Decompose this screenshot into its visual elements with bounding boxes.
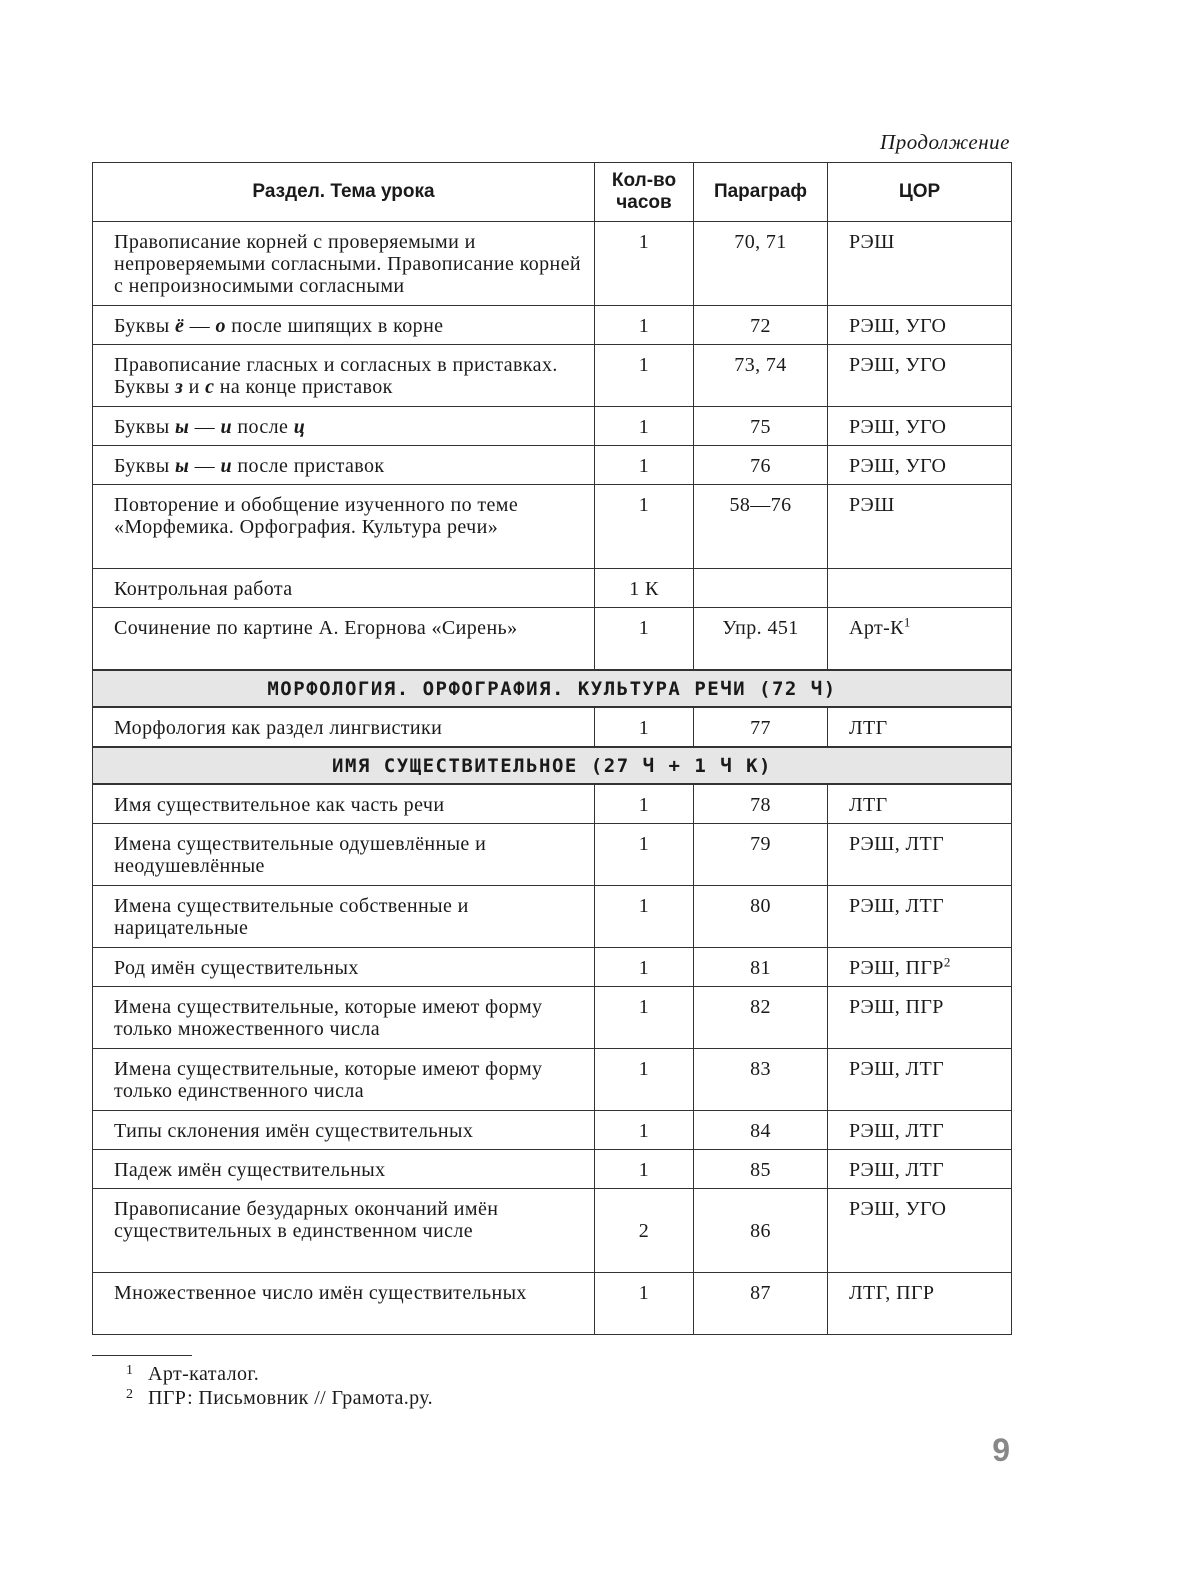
topic-cell: Морфология как раздел лингвистики (93, 707, 595, 747)
hours-cell: 1 (595, 986, 694, 1048)
table-row (93, 784, 1012, 824)
section-heading: МОРФОЛОГИЯ. ОРФОГРАФИЯ. КУЛЬТУРА РЕЧИ (72 Ч) (93, 670, 1012, 707)
cor-cell: Арт-$К^1$ (828, 608, 1012, 670)
footnote-divider (92, 1355, 192, 1356)
lesson-plan-table (92, 162, 1012, 1335)
topic-cell: Правописание безударных окончаний имён существительных в единственном числе (93, 1188, 595, 1272)
cor-cell: ЛТГ, ПГР (828, 1272, 1012, 1334)
hours-cell: 1 (595, 707, 694, 747)
footnote-text: ПГР: Письмовник // Грамота.ру. (148, 1387, 434, 1409)
continuation-label: Продолжение (880, 130, 1010, 154)
table-row (93, 1272, 1012, 1334)
table-row (93, 1110, 1012, 1149)
cor-cell: ЛТГ (828, 784, 1012, 824)
table-row (93, 1188, 1012, 1272)
footnotes (126, 1362, 433, 1410)
paragraph-cell: 72 (694, 306, 828, 345)
footnote-text: Арт-каталог. (148, 1363, 260, 1385)
table-row (93, 569, 1012, 608)
paragraph-cell: 76 (694, 446, 828, 485)
paragraph-cell: 73, 74 (694, 345, 828, 407)
table-row (93, 345, 1012, 407)
section-row (93, 747, 1012, 784)
cor-cell: РЭШ, ЛТГ (828, 1110, 1012, 1149)
topic-cell: Имена существительные одушевлённые и неодушевлённые (93, 823, 595, 885)
hours-cell: 1 (595, 446, 694, 485)
topic-cell: Повторение и обобщение изученного по теме «Морфемика. Орфография. Культура речи» (93, 485, 595, 569)
topic-cell: Имена существительные, которые имеют форму только множественного числа (93, 986, 595, 1048)
cor-cell: РЭШ, ПГР$^2$ (828, 947, 1012, 986)
page-number: 9 (992, 1432, 1010, 1468)
table-row (93, 306, 1012, 345)
hours-cell: 1 (595, 407, 694, 446)
paragraph-cell: 80 (694, 885, 828, 947)
cor-cell: РЭШ (828, 222, 1012, 306)
hours-cell: 1 (595, 823, 694, 885)
header-topic: Раздел. Тема урока (93, 163, 595, 222)
footnote-mark: 2 (126, 1387, 134, 1402)
table-row (93, 1149, 1012, 1188)
cor-cell: РЭШ (828, 485, 1012, 569)
topic-cell: Правописание корней с проверяемыми и непроверяемыми согласными. Правописание корней с непроизносимыми согласными (93, 222, 595, 306)
paragraph-cell: 85 (694, 1149, 828, 1188)
hours-cell: 1 (595, 1149, 694, 1188)
topic-cell: Род имён существительных (93, 947, 595, 986)
topic-cell: Буквы ё — о после шипящих в корне (93, 306, 595, 345)
footnote-ref: 2 (943, 953, 951, 969)
hours-cell: 1 (595, 608, 694, 670)
topic-cell: Контрольная работа (93, 569, 595, 608)
cor-cell: РЭШ, УГО (828, 306, 1012, 345)
paragraph-cell: 75 (694, 407, 828, 446)
table-row (93, 1048, 1012, 1110)
topic-cell: Падеж имён существительных (93, 1149, 595, 1188)
topic-cell: Имена существительные, которые имеют форму только единственного числа (93, 1048, 595, 1110)
footnote-ref: 1 (903, 614, 911, 630)
paragraph-cell: 81 (694, 947, 828, 986)
cor-cell: РЭШ, УГО (828, 1188, 1012, 1272)
section-row (93, 670, 1012, 707)
topic-cell: Сочинение по картине А. Егорнова «Сирень» (93, 608, 595, 670)
hours-cell: 1 (595, 1048, 694, 1110)
cor-cell: РЭШ, УГО (828, 345, 1012, 407)
hours-cell: 1 (595, 485, 694, 569)
paragraph-cell: 70, 71 (694, 222, 828, 306)
hours-cell: 1 (595, 1110, 694, 1149)
table-row (93, 608, 1012, 670)
header-cor: ЦОР (828, 163, 1012, 222)
paragraph-cell: 58—76 (694, 485, 828, 569)
hours-cell: 1 (595, 784, 694, 824)
footnote-mark: 1 (126, 1363, 134, 1378)
table-row (93, 947, 1012, 986)
cor-cell: РЭШ, ЛТГ (828, 885, 1012, 947)
paragraph-cell: 84 (694, 1110, 828, 1149)
paragraph-cell (694, 569, 828, 608)
topic-cell: Типы склонения имён существительных (93, 1110, 595, 1149)
cor-cell: РЭШ, УГО (828, 407, 1012, 446)
hours-cell: 1 (595, 1272, 694, 1334)
footnote (126, 1386, 433, 1410)
paragraph-cell: 78 (694, 784, 828, 824)
cor-cell (828, 569, 1012, 608)
hours-cell: 1 (595, 222, 694, 306)
paragraph-cell: 83 (694, 1048, 828, 1110)
footnote (126, 1362, 433, 1386)
table-row (93, 485, 1012, 569)
paragraph-cell: 79 (694, 823, 828, 885)
paragraph-cell: 82 (694, 986, 828, 1048)
header-paragraph: Параграф (694, 163, 828, 222)
table-row (93, 446, 1012, 485)
table-row (93, 986, 1012, 1048)
paragraph-cell: 87 (694, 1272, 828, 1334)
paragraph-cell: Упр. 451 (694, 608, 828, 670)
table-row (93, 823, 1012, 885)
topic-cell: Имя существительное как часть речи (93, 784, 595, 824)
topic-cell: Правописание гласных и согласных в приставках. Буквы з и с на конце приставок (93, 345, 595, 407)
hours-cell: 1 (595, 947, 694, 986)
section-heading: ИМЯ СУЩЕСТВИТЕЛЬНОЕ (27 Ч + 1 Ч К) (93, 747, 1012, 784)
topic-cell: Множественное число имён существительных (93, 1272, 595, 1334)
hours-cell: 1 (595, 306, 694, 345)
cor-cell: РЭШ, ЛТГ (828, 1048, 1012, 1110)
topic-cell: Имена существительные собственные и нарицательные (93, 885, 595, 947)
cor-cell: РЭШ, ЛТГ (828, 1149, 1012, 1188)
hours-cell: 1 (595, 885, 694, 947)
cor-cell: РЭШ, УГО (828, 446, 1012, 485)
hours-cell: 1 К (595, 569, 694, 608)
hours-cell: 1 (595, 345, 694, 407)
paragraph-cell: 77 (694, 707, 828, 747)
paragraph-cell: 86 (694, 1188, 828, 1272)
cor-cell: РЭШ, ЛТГ (828, 823, 1012, 885)
topic-cell: Буквы ы — и после приставок (93, 446, 595, 485)
table-header-row (93, 163, 1012, 222)
table-row (93, 885, 1012, 947)
table-row (93, 222, 1012, 306)
topic-cell: Буквы ы — и после ц (93, 407, 595, 446)
hours-cell: 2 (595, 1188, 694, 1272)
header-hours: Кол-во часов (595, 163, 694, 222)
cor-cell: ЛТГ (828, 707, 1012, 747)
cor-cell: РЭШ, ПГР (828, 986, 1012, 1048)
table-row (93, 407, 1012, 446)
table-row (93, 707, 1012, 747)
